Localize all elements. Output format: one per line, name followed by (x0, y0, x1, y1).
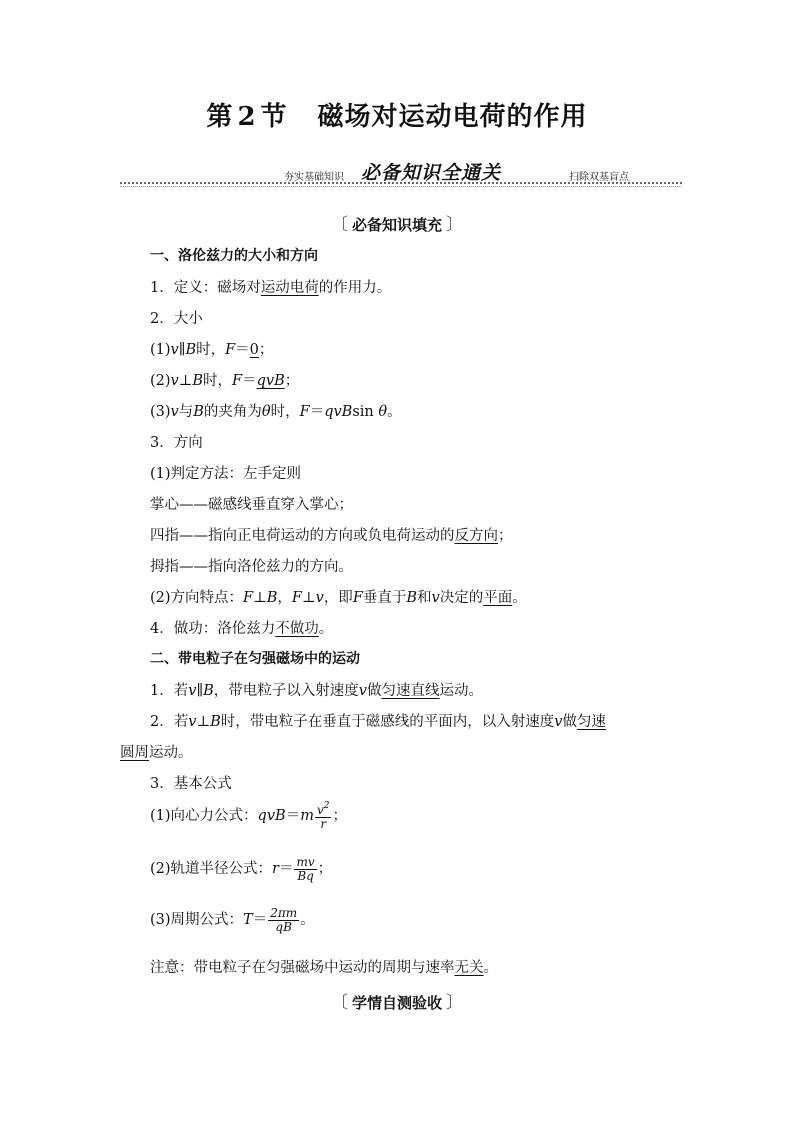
size-item-3: (3)v与B的夹角为θ时，F＝qvBsin θ。 (150, 404, 402, 420)
note-line: 注意：带电粒子在匀强磁场中运动的周期与速率无关。 (150, 960, 498, 976)
section-heading: 〔 必备知识填充 〕 (330, 215, 463, 235)
divider (120, 186, 682, 187)
motion-item-1: 1．若v∥B，带电粒子以入射速度v做匀速直线运动。 (150, 683, 483, 699)
formula-radius: (2)轨道半径公式：r＝ $\frac{mv}{Bq}$ ； (150, 855, 333, 883)
formula-heading: 3．基本公式 (150, 776, 232, 792)
direction-palm: 掌心——磁感线垂直穿入掌心； (150, 497, 353, 513)
section-banner (120, 158, 682, 188)
direction-heading: 3．方向 (150, 435, 203, 451)
direction-item-2: (2)方向特点：F⊥B，F⊥v，即F垂直于B和v决定的平面。 (150, 590, 527, 606)
heading-2: 二、带电粒子在匀强磁场中的运动 (150, 651, 360, 667)
size-heading: 2．大小 (150, 311, 203, 327)
direction-item-1: (1)判定方法：左手定则 (150, 466, 302, 482)
fraction: $\frac{mv}{Bq}$ (296, 855, 315, 883)
banner-title: 必备知识全通关 (361, 162, 502, 184)
direction-fingers: 四指——指向正电荷运动的方向或负电荷运动的反方向； (150, 528, 513, 544)
formula-period: (3)周期公式：T＝ $\frac{2\pi m}{qB}$ 。 (150, 906, 315, 934)
direction-thumb: 拇指——指向洛伦兹力的方向。 (150, 559, 353, 575)
motion-item-2: 2．若v⊥B时，带电粒子在垂直于磁感线的平面内，以入射速度v做匀速 (150, 714, 606, 730)
work-line: 4．做功：洛伦兹力不做功。 (150, 621, 334, 637)
section-heading: 〔 学情自测验收 〕 (330, 993, 463, 1013)
size-item-1: (1)v∥B时，F＝0； (150, 342, 274, 358)
fraction: $\frac{v^2}{r}$ (316, 801, 330, 831)
definition-line: 1．定义：磁场对运动电荷的作用力。 (150, 280, 392, 296)
formula-centripetal: (1)向心力公式：qvB＝m $\frac{v^2}{r}$ ； (150, 801, 347, 831)
page-title: 第 2 节 磁场对运动电荷的作用 (206, 102, 588, 132)
size-item-2: (2)v⊥B时，F＝qvB； (150, 373, 300, 389)
fraction: $\frac{2\pi m}{qB}$ (270, 906, 298, 934)
motion-item-2-cont: 圆周运动。 (120, 745, 193, 761)
divider (120, 182, 682, 184)
banner-right: 扫除双基盲点 (569, 172, 629, 183)
heading-1: 一、洛伦兹力的大小和方向 (150, 248, 318, 264)
banner-left: 夯实基础知识 (284, 172, 344, 183)
